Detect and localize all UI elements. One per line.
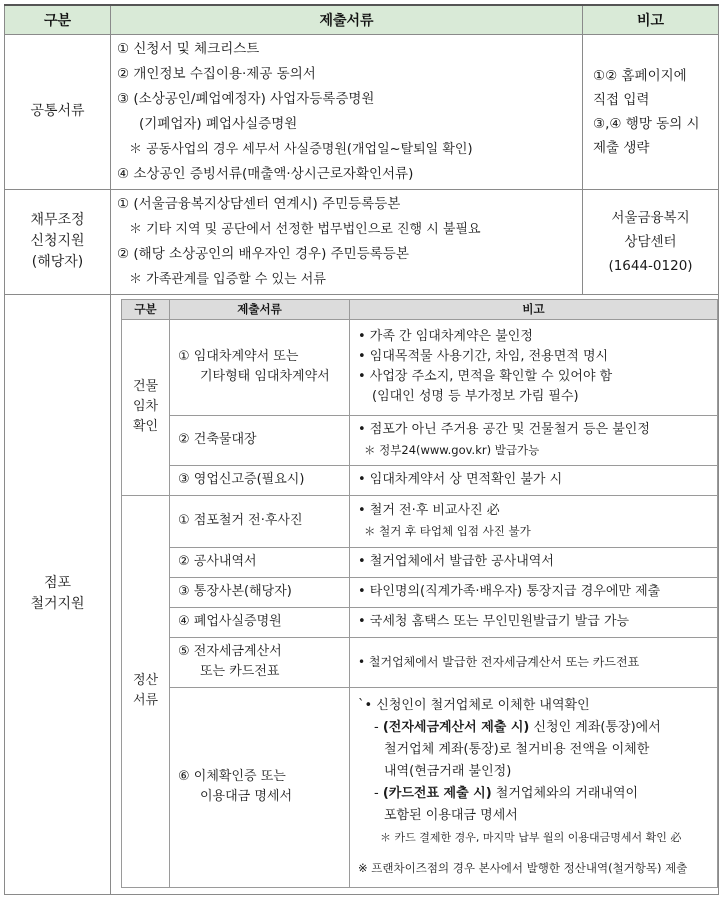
remark-text: • 점포가 아닌 주거용 공간 및 건물철거 등은 불인정 bbox=[358, 422, 650, 437]
remark-text: • 국세청 홈택스 또는 무인민원발급기 발급 가능 bbox=[358, 614, 630, 629]
remark-line: 상담센터 bbox=[624, 233, 677, 250]
remark-cell bbox=[350, 319, 718, 415]
dash: - bbox=[374, 786, 383, 801]
doc-cell bbox=[170, 415, 350, 465]
remark-text: • 가족 간 임대차계약은 불인정 bbox=[358, 329, 533, 344]
doc-text: ⑤ 전자세금계산서 bbox=[178, 644, 282, 659]
doc-cell bbox=[170, 319, 350, 415]
remark-cell bbox=[350, 415, 718, 465]
table-row bbox=[122, 637, 718, 687]
table-row bbox=[122, 547, 718, 577]
remark-text: • 철거업체에서 발급한 전자세금계산서 또는 카드전표 bbox=[358, 655, 640, 669]
header-category: 구분 bbox=[5, 5, 111, 34]
doc-cell bbox=[170, 465, 350, 495]
doc-note: ＊ 공동사업의 경우 세무서 사실증명원(개업일~탈퇴일 확인) bbox=[129, 141, 473, 157]
sub-header-category: 구분 bbox=[122, 299, 170, 319]
remark-text bbox=[358, 783, 713, 805]
remark-cell bbox=[350, 465, 718, 495]
doc-cell bbox=[170, 607, 350, 637]
remark-cell bbox=[350, 687, 718, 887]
remark-note: ＊ 카드 결제한 경우, 마지막 납부 월의 이용대금명세서 확인 必 bbox=[380, 831, 682, 844]
category-line: 신청지원 bbox=[30, 233, 85, 249]
dash: - bbox=[374, 720, 383, 735]
remark-text: • 철거 전·후 비교사진 必 bbox=[358, 503, 500, 518]
doc-text: 기타형태 임대차계약서 bbox=[200, 369, 330, 384]
table-row bbox=[122, 607, 718, 637]
sub-header-remarks: 비고 bbox=[350, 299, 718, 319]
table-row bbox=[122, 465, 718, 495]
doc-cell bbox=[170, 577, 350, 607]
table-row bbox=[122, 687, 718, 887]
settlement-label bbox=[122, 495, 170, 887]
remark-text: • 타인명의(직계가족·배우자) 통장지급 경우에만 제출 bbox=[358, 584, 661, 599]
common-category: 공통서류 bbox=[5, 34, 111, 189]
doc-text: 이용대금 명세서 bbox=[200, 789, 293, 804]
table-row bbox=[122, 415, 718, 465]
doc-text: ① 임대차계약서 또는 bbox=[178, 349, 299, 364]
closure-category bbox=[5, 294, 111, 894]
doc-text: ④ 폐업사실증명원 bbox=[178, 614, 282, 629]
doc-text: ③ 영업신고증(필요시) bbox=[178, 472, 305, 487]
label-line: 건물 bbox=[132, 379, 159, 394]
requirements-table bbox=[4, 4, 719, 895]
doc-text: ① 점포철거 전·후사진 bbox=[178, 513, 303, 528]
remark-line: ③,④ 행망 동의 시 bbox=[593, 115, 700, 132]
common-row bbox=[5, 34, 719, 189]
remark-line: 제출 생략 bbox=[593, 139, 650, 156]
remark-cell bbox=[350, 495, 718, 547]
remark-cell bbox=[350, 547, 718, 577]
remark-line: 직접 입력 bbox=[593, 91, 650, 108]
doc-line: ② 개인정보 수집이용·제공 동의서 bbox=[117, 65, 316, 82]
remark-text: (임대인 성명 등 부가정보 가림 필수) bbox=[372, 389, 579, 404]
doc-cell bbox=[170, 687, 350, 887]
common-documents bbox=[111, 34, 583, 189]
remark-span: 철거업체와의 거래내역이 bbox=[491, 786, 639, 801]
remark-span: 신청인 계좌(통장)에서 bbox=[529, 720, 661, 735]
doc-note: ＊ 기타 지역 및 공단에서 선정한 법무법인으로 진행 시 불필요 bbox=[129, 221, 481, 237]
remark-line: 서울금융복지 bbox=[611, 209, 690, 226]
debt-documents bbox=[111, 189, 583, 294]
emphasis: (카드전표 제출 시) bbox=[382, 786, 492, 801]
remark-text: • 사업장 주소지, 면적을 확인할 수 있어야 함 bbox=[358, 369, 613, 384]
remark-note: ＊ 정부24(www.gov.kr) 발급가능 bbox=[364, 443, 540, 457]
remark-line: (1644-0120) bbox=[608, 257, 693, 274]
doc-line: ④ 소상공인 증빙서류(매출액·상시근로자확인서류) bbox=[117, 165, 414, 182]
category-line: 철거지원 bbox=[30, 596, 85, 612]
table-row bbox=[122, 577, 718, 607]
closure-row bbox=[5, 294, 719, 894]
remark-text: • 임대목적물 사용기간, 차임, 전용면적 명시 bbox=[358, 349, 609, 364]
doc-line: ① 신청서 및 체크리스트 bbox=[117, 40, 260, 57]
remark-text bbox=[358, 717, 713, 739]
label-line: 정산 bbox=[132, 673, 159, 688]
sub-header-documents: 제출서류 bbox=[170, 299, 350, 319]
doc-text: ② 공사내역서 bbox=[178, 554, 257, 569]
remark-text: `• 신청인이 철거업체로 이체한 내역확인 bbox=[358, 698, 590, 713]
doc-text: 또는 카드전표 bbox=[200, 664, 280, 679]
remark-note: ＊ 철거 후 타업체 입점 사진 불가 bbox=[364, 524, 531, 538]
debt-remarks bbox=[583, 189, 719, 294]
category-line: (해당자) bbox=[31, 254, 84, 270]
debt-category bbox=[5, 189, 111, 294]
closure-subtable bbox=[121, 299, 718, 888]
label-line: 서류 bbox=[132, 693, 159, 708]
remark-footer: ※ 프랜차이즈점의 경우 본사에서 발행한 정산내역(철거항목) 제출 bbox=[358, 861, 688, 875]
remark-text: • 임대차계약서 상 면적확인 불가 시 bbox=[358, 472, 563, 487]
doc-cell bbox=[170, 547, 350, 577]
table-header-row bbox=[5, 5, 719, 34]
remark-cell bbox=[350, 607, 718, 637]
doc-note: ＊ 가족관계를 입증할 수 있는 서류 bbox=[129, 271, 326, 287]
remark-text: • 철거업체에서 발급한 공사내역서 bbox=[358, 554, 554, 569]
doc-line: ② (해당 소상공인의 배우자인 경우) 주민등록등본 bbox=[117, 245, 409, 262]
emphasis: (전자세금계산서 제출 시) bbox=[382, 720, 530, 735]
remark-cell bbox=[350, 637, 718, 687]
debt-row bbox=[5, 189, 719, 294]
doc-line: ③ (소상공인/폐업예정자) 사업자등록증명원 bbox=[117, 90, 375, 107]
subtable-header-row bbox=[122, 299, 718, 319]
remark-cell bbox=[350, 577, 718, 607]
remark-text: 내역(현금거래 불인정) bbox=[384, 764, 512, 779]
label-line: 확인 bbox=[132, 419, 159, 434]
label-line: 임차 bbox=[132, 399, 159, 414]
doc-cell bbox=[170, 495, 350, 547]
doc-line: (기폐업자) 폐업사실증명원 bbox=[139, 115, 298, 132]
doc-line: ① (서울금융복지상담센터 연계시) 주민등록등본 bbox=[117, 195, 401, 212]
table-row bbox=[122, 319, 718, 415]
remark-line: ①② 홈페이지에 bbox=[593, 67, 687, 84]
doc-text: ② 건축물대장 bbox=[178, 432, 257, 447]
remark-text: 철거업체 계좌(통장)로 철거비용 전액을 이체한 bbox=[384, 742, 650, 757]
header-documents: 제출서류 bbox=[111, 5, 583, 34]
remark-text: 포함된 이용대금 명세서 bbox=[384, 808, 518, 823]
doc-text: ⑥ 이체확인증 또는 bbox=[178, 769, 286, 784]
category-line: 점포 bbox=[43, 575, 72, 591]
category-line: 채무조정 bbox=[30, 212, 85, 228]
building-label bbox=[122, 319, 170, 495]
doc-text: ③ 통장사본(해당자) bbox=[178, 584, 292, 599]
table-row bbox=[122, 495, 718, 547]
doc-cell bbox=[170, 637, 350, 687]
header-remarks: 비고 bbox=[583, 5, 719, 34]
common-remarks bbox=[583, 34, 719, 189]
closure-details bbox=[111, 294, 719, 894]
